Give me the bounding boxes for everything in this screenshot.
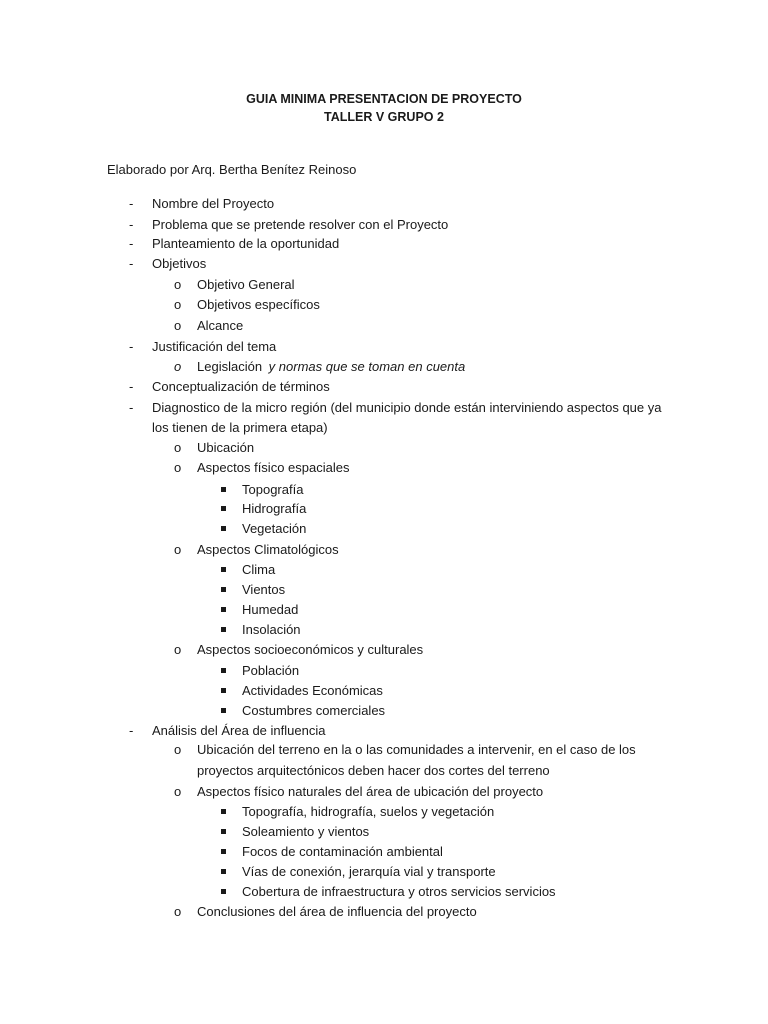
- list-item-ubicacion: Ubicación: [197, 440, 255, 455]
- square-bullet: [221, 627, 226, 632]
- dash-marker: -: [129, 196, 134, 211]
- square-bullet: [221, 487, 226, 492]
- square-bullet: [221, 668, 226, 673]
- list-item-humedad: Humedad: [242, 602, 299, 617]
- list-item-aspectos-socioeconomicos: Aspectos socioeconómicos y culturales: [197, 642, 424, 657]
- list-item-conclusiones: Conclusiones del área de influencia del proyecto: [197, 904, 477, 919]
- list-item-cobertura: Cobertura de infraestructura y otros servicios servicios: [242, 884, 556, 899]
- list-item-aspectos-fisico-naturales: Aspectos físico naturales del área de ubicación del proyecto: [197, 784, 544, 799]
- list-item-actividades: Actividades Económicas: [242, 683, 383, 698]
- circle-marker: o: [174, 277, 182, 292]
- list-item-objetivos: Objetivos: [152, 256, 207, 271]
- list-item-alcance: Alcance: [197, 318, 244, 333]
- square-bullet: [221, 587, 226, 592]
- circle-marker: o: [174, 318, 182, 333]
- list-item-vientos: Vientos: [242, 582, 286, 597]
- square-bullet: [221, 567, 226, 572]
- document-title: GUIA MINIMA PRESENTACION DE PROYECTO: [246, 92, 522, 106]
- list-item-topo-hidro: Topografía, hidrografía, suelos y vegetación: [242, 804, 495, 819]
- list-item-diagnostico-line2: los tienen de la primera etapa): [152, 420, 328, 435]
- dash-marker: -: [129, 339, 134, 354]
- circle-marker: o: [174, 904, 182, 919]
- list-item-objetivo-general: Objetivo General: [197, 277, 295, 292]
- author-line: Elaborado por Arq. Bertha Benítez Reinoso: [107, 162, 357, 177]
- list-item-ubicacion-terreno-line1: Ubicación del terreno en la o las comunidades a intervenir, en el caso de los: [197, 742, 636, 757]
- list-item-vias: Vías de conexión, jerarquía vial y transporte: [242, 864, 496, 879]
- circle-marker: o: [174, 542, 182, 557]
- square-bullet: [221, 688, 226, 693]
- square-bullet: [221, 526, 226, 531]
- circle-marker: o: [174, 359, 182, 374]
- list-item-planteamiento: Planteamiento de la oportunidad: [152, 236, 340, 251]
- list-item-nombre: Nombre del Proyecto: [152, 196, 275, 211]
- list-item-diagnostico-line1: Diagnostico de la micro región (del municipio donde están interviniendo aspectos que ya: [152, 400, 662, 415]
- list-item-focos: Focos de contaminación ambiental: [242, 844, 443, 859]
- list-item-conceptualizacion: Conceptualización de términos: [152, 379, 330, 394]
- square-bullet: [221, 849, 226, 854]
- list-item-aspectos-fisico-espaciales: Aspectos físico espaciales: [197, 460, 350, 475]
- square-bullet: [221, 889, 226, 894]
- dash-marker: -: [129, 217, 134, 232]
- circle-marker: o: [174, 742, 182, 757]
- list-item-clima: Clima: [242, 562, 276, 577]
- list-item-hidrografia: Hidrografía: [242, 501, 307, 516]
- dash-marker: -: [129, 400, 134, 415]
- dash-marker: -: [129, 379, 134, 394]
- list-item-costumbres: Costumbres comerciales: [242, 703, 386, 718]
- circle-marker: o: [174, 642, 182, 657]
- dash-marker: -: [129, 723, 134, 738]
- list-item-objetivos-especificos: Objetivos específicos: [197, 297, 320, 312]
- list-item-analisis: Análisis del Área de influencia: [152, 723, 326, 738]
- list-item-vegetacion: Vegetación: [242, 521, 307, 536]
- document-subtitle: TALLER V GRUPO 2: [324, 110, 444, 124]
- circle-marker: o: [174, 460, 182, 475]
- list-item-justificacion: Justificación del tema: [152, 339, 277, 354]
- square-bullet: [221, 708, 226, 713]
- list-item-legislacion: [197, 359, 465, 375]
- circle-marker: o: [174, 440, 182, 455]
- list-item-soleamiento: Soleamiento y vientos: [242, 824, 370, 839]
- list-item-insolacion: Insolación: [242, 622, 301, 637]
- list-item-poblacion: Población: [242, 663, 300, 678]
- dash-marker: -: [129, 256, 134, 271]
- legislacion-italic: y normas que se toman en cuenta: [268, 359, 466, 374]
- square-bullet: [221, 506, 226, 511]
- square-bullet: [221, 829, 226, 834]
- square-bullet: [221, 607, 226, 612]
- list-item-aspectos-climatologicos: Aspectos Climatológicos: [197, 542, 339, 557]
- circle-marker: o: [174, 784, 182, 799]
- square-bullet: [221, 869, 226, 874]
- list-item-ubicacion-terreno-line2: proyectos arquitectónicos deben hacer dos cortes del terreno: [197, 763, 550, 778]
- square-bullet: [221, 809, 226, 814]
- list-item-problema: Problema que se pretende resolver con el Proyecto: [152, 217, 449, 232]
- dash-marker: -: [129, 236, 134, 251]
- list-item-topografia: Topografía: [242, 482, 304, 497]
- circle-marker: o: [174, 297, 182, 312]
- legislacion-label: Legislación: [197, 359, 263, 374]
